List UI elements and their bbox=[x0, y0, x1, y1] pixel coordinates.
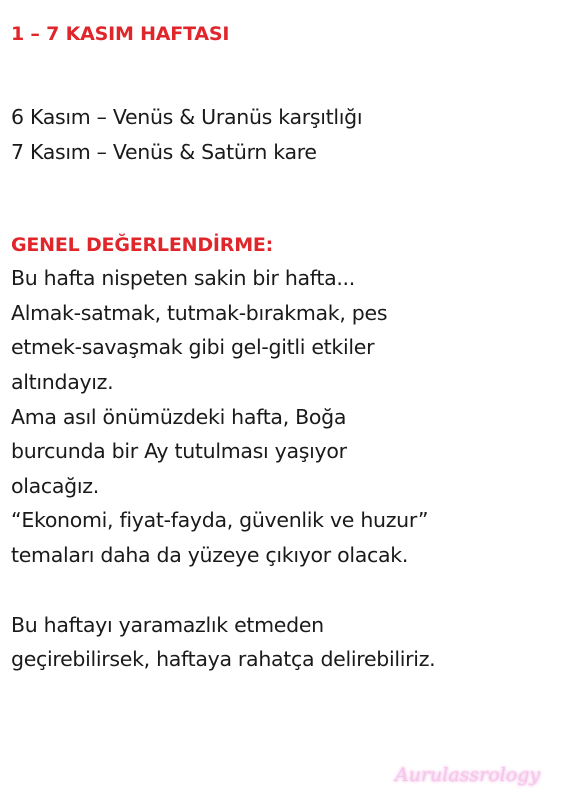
paragraph-line: altındayız. bbox=[11, 369, 114, 394]
paragraph-line: Bu hafta nispeten sakin bir hafta... bbox=[11, 266, 355, 291]
paragraph-line: Ama asıl önümüzdeki hafta, Boğa bbox=[11, 404, 347, 429]
section-heading: GENEL DEĞERLENDİRME: bbox=[11, 234, 274, 257]
aspect-item: 6 Kasım – Venüs & Uranüs karşıtlığı bbox=[11, 105, 363, 129]
paragraph-line: temaları daha da yüzeye çıkıyor olacak. bbox=[11, 542, 409, 567]
assessment-paragraph bbox=[11, 261, 556, 572]
document-page bbox=[11, 20, 556, 677]
paragraph-line: olacağız. bbox=[11, 473, 99, 498]
paragraph-spacer bbox=[11, 573, 556, 608]
closing-line: Bu haftayı yaramazlık etmeden bbox=[11, 612, 324, 637]
paragraph-line: burcunda bir Ay tutulması yaşıyor bbox=[11, 439, 347, 464]
aspect-item: 7 Kasım – Venüs & Satürn kare bbox=[11, 139, 317, 164]
watermark-logo: Aurulassrology bbox=[395, 764, 541, 786]
closing-paragraph bbox=[11, 608, 556, 677]
paragraph-line: “Ekonomi, fiyat-fayda, güvenlik ve huzur” bbox=[11, 508, 429, 533]
aspect-list bbox=[11, 100, 556, 169]
week-title: 1 – 7 KASIM HAFTASI bbox=[11, 23, 230, 45]
paragraph-line: etmek-savaşmak gibi gel-gitli etkiler bbox=[11, 335, 375, 360]
paragraph-line: Almak-satmak, tutmak-bırakmak, pes bbox=[11, 300, 388, 325]
closing-line: geçirebilirsek, haftaya rahatça delirebiliriz. bbox=[11, 647, 436, 672]
